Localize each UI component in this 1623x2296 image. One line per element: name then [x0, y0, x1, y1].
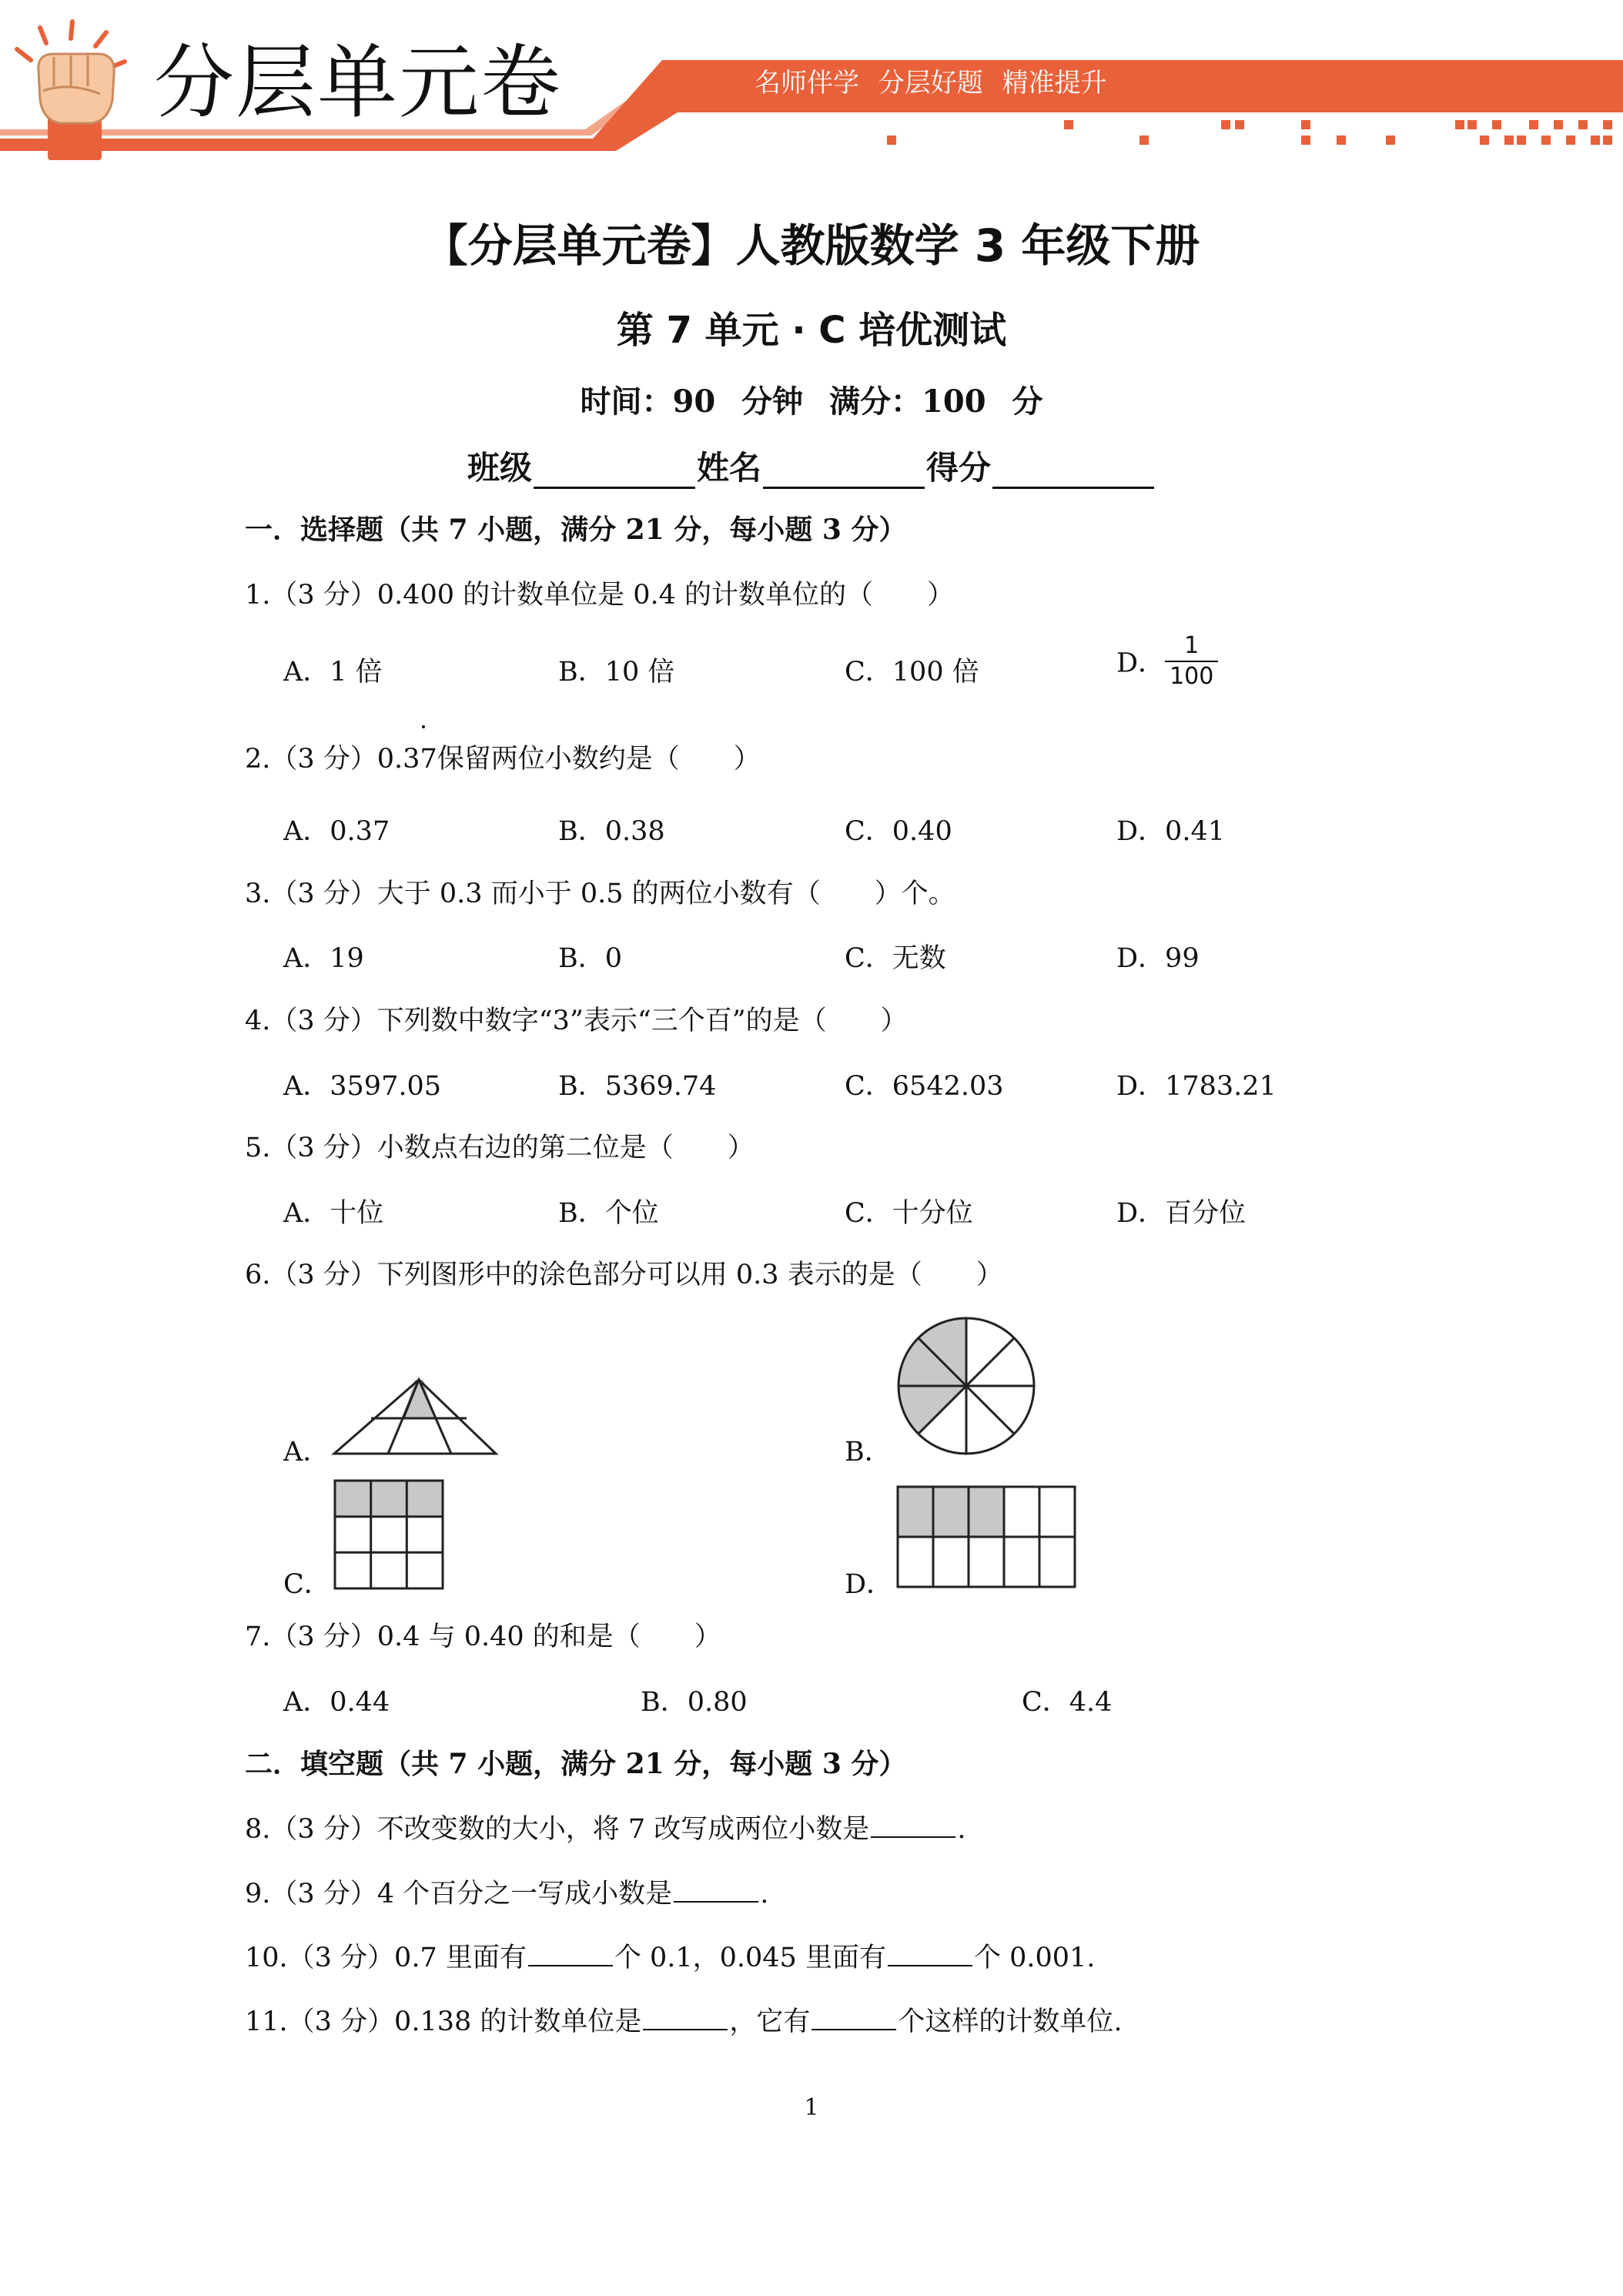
q5-option-c[interactable]: C．十分位	[845, 1198, 973, 1229]
q2-option-a[interactable]: A．0.37	[283, 816, 390, 847]
q6-option-d[interactable]: D．	[845, 1569, 894, 1600]
q10-text-c: 个 0.001.	[973, 1943, 1096, 1973]
q6-figure-grid-3x3	[333, 1478, 445, 1591]
q11-text-b: ，它有	[729, 2006, 811, 2037]
q8-text: 8.（3 分）不改变数的大小，将 7 改写成两位小数是	[245, 1814, 870, 1845]
fraction-denominator: 100	[1170, 662, 1214, 690]
question-11	[245, 2000, 1123, 2039]
q1-fraction	[1165, 631, 1218, 691]
q5-option-b[interactable]: B．个位	[558, 1198, 659, 1229]
q6-option-c[interactable]: C．	[283, 1569, 331, 1600]
q1-option-d-label: D．	[1116, 648, 1166, 679]
q4-option-b[interactable]: B．5369.74	[558, 1071, 717, 1102]
q5-option-d[interactable]: D．百分位	[1116, 1198, 1247, 1229]
brand-logo-text: 分层单元卷	[154, 35, 563, 129]
q7-option-b[interactable]: B．0.80	[641, 1687, 748, 1718]
name-label: 姓名	[696, 449, 761, 487]
q3-option-d[interactable]: D．99	[1116, 943, 1200, 974]
q4-option-c[interactable]: C．6542.03	[845, 1071, 1004, 1102]
class-field[interactable]	[534, 456, 695, 489]
q3-option-c[interactable]: C．无数	[845, 943, 946, 974]
section-heading-fill: 二．填空题（共 7 小题，满分 21 分，每小题 3 分）	[245, 1748, 907, 1780]
q11-text-c: 个这样的计数单位.	[898, 2006, 1123, 2037]
question-8	[245, 1808, 965, 1846]
q7-option-c[interactable]: C．4.4	[1022, 1687, 1113, 1718]
question-3: 3.（3 分）大于 0.3 而小于 0.5 的两位小数有（ ）个。	[245, 879, 955, 909]
page-title: 【分层单元卷】人教版数学 3 年级下册	[423, 219, 1200, 272]
q6-option-b[interactable]: B．	[845, 1437, 892, 1468]
q11-text-a: 11.（3 分）0.138 的计数单位是	[245, 2006, 642, 2037]
q1-option-d[interactable]	[1116, 631, 1218, 691]
question-6: 6.（3 分）下列图形中的涂色部分可以用 0.3 表示的是（ ）	[245, 1260, 1003, 1290]
q3-option-b[interactable]: B．0	[558, 943, 622, 974]
q1-option-c[interactable]: C．100 倍	[845, 657, 979, 688]
question-1: 1.（3 分）0.400 的计数单位是 0.4 的计数单位的（ ）	[245, 580, 955, 611]
q10-text-b: 个 0.1，0.045 里面有	[614, 1943, 886, 1973]
q8-end: .	[957, 1814, 966, 1845]
q10-blank-1[interactable]	[528, 1942, 613, 1966]
repeating-decimal-dot	[422, 725, 425, 728]
q6-figure-triangle	[331, 1371, 500, 1459]
header-slogan: 名师伴学 分层好题 精准提升	[755, 68, 1107, 99]
question-5: 5.（3 分）小数点右边的第二位是（ ）	[245, 1133, 755, 1163]
section-heading-choice: 一．选择题（共 7 小题，满分 21 分，每小题 3 分）	[245, 514, 907, 546]
q3-option-a[interactable]: A．19	[283, 943, 364, 974]
exam-info: 时间：90 分钟 满分：100 分	[580, 383, 1043, 420]
q8-blank[interactable]	[871, 1813, 955, 1838]
q2-option-d[interactable]: D．0.41	[1116, 816, 1225, 847]
page-number: 1	[804, 2094, 819, 2121]
question-2: 2.（3 分）0.37保留两位小数约是（ ）	[245, 744, 761, 775]
q4-option-d[interactable]: D．1783.21	[1116, 1071, 1277, 1102]
student-info-line	[0, 443, 1623, 489]
class-label: 班级	[467, 449, 532, 487]
q11-blank-2[interactable]	[812, 2006, 896, 2030]
q5-option-a[interactable]: A．十位	[283, 1198, 384, 1229]
q10-text-a: 10.（3 分）0.7 里面有	[245, 1943, 527, 1973]
q6-figure-grid-5x2	[895, 1484, 1077, 1589]
fraction-numerator: 1	[1165, 631, 1218, 662]
q1-option-a[interactable]: A．1 倍	[283, 657, 383, 688]
q2-option-b[interactable]: B．0.38	[558, 816, 665, 847]
q9-end: .	[760, 1879, 769, 1909]
question-10	[245, 1936, 1095, 1975]
score-field[interactable]	[992, 456, 1154, 489]
q11-blank-1[interactable]	[643, 2006, 728, 2030]
question-7: 7.（3 分）0.4 与 0.40 的和是（ ）	[245, 1622, 721, 1652]
page-subtitle: 第 7 单元 · C 培优测试	[616, 309, 1007, 352]
name-field[interactable]	[763, 456, 925, 489]
q4-option-a[interactable]: A．3597.05	[283, 1071, 442, 1102]
question-4: 4.（3 分）下列数中数字“3”表示“三个百”的是（ ）	[245, 1006, 908, 1036]
score-label: 得分	[926, 449, 992, 487]
q7-option-a[interactable]: A．0.44	[283, 1687, 390, 1718]
q2-option-c[interactable]: C．0.40	[845, 816, 952, 847]
q10-blank-2[interactable]	[888, 1942, 972, 1966]
q9-blank[interactable]	[674, 1878, 758, 1903]
question-9	[245, 1873, 768, 1911]
q6-option-a[interactable]: A．	[283, 1437, 330, 1468]
q9-text: 9.（3 分）4 个百分之一写成小数是	[245, 1879, 673, 1909]
q6-figure-circle	[893, 1313, 1039, 1459]
q1-option-b[interactable]: B．10 倍	[558, 657, 675, 688]
